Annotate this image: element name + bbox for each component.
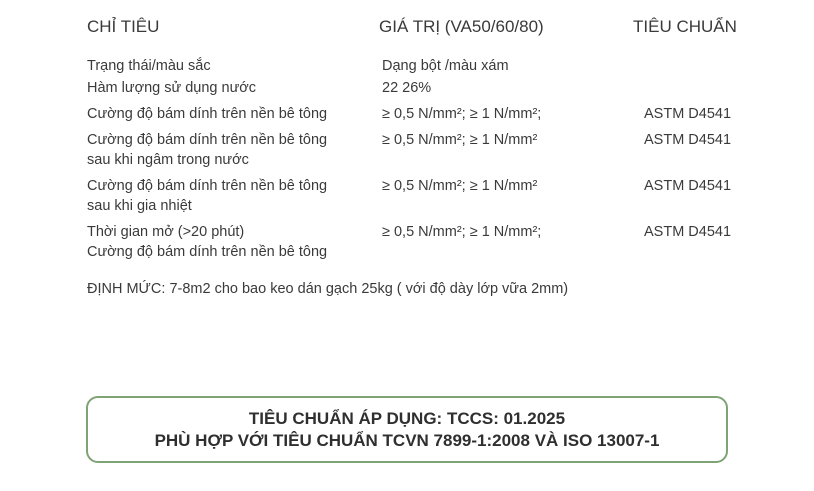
row-4-value: ≥ 0,5 N/mm²; ≥ 1 N/mm² xyxy=(382,178,538,194)
row-1-value: 22 26% xyxy=(382,80,432,96)
row-0-criterion: Trạng thái/màu sắc xyxy=(87,58,211,74)
row-4-standard: ASTM D4541 xyxy=(644,178,732,194)
row-3-standard: ASTM D4541 xyxy=(644,132,732,148)
row-3-criterion-line1: Cường độ bám dính trên nền bê tông xyxy=(87,132,328,148)
row-5-criterion-line2: Cường độ bám dính trên nền bê tông xyxy=(87,244,328,260)
row-5-standard: ASTM D4541 xyxy=(644,224,732,240)
standard-line-1: TIÊU CHUẨN ÁP DỤNG: TCCS: 01.2025 xyxy=(248,409,566,428)
header-tieu-chuan: TIÊU CHUẨN xyxy=(633,17,737,36)
row-2-standard: ASTM D4541 xyxy=(644,106,732,122)
row-5-value: ≥ 0,5 N/mm²; ≥ 1 N/mm²; xyxy=(382,224,542,240)
standard-box xyxy=(86,396,728,463)
row-2-criterion: Cường độ bám dính trên nền bê tông xyxy=(87,106,328,122)
row-1-criterion: Hàm lượng sử dụng nước xyxy=(87,80,257,96)
header-gia-tri: GIÁ TRỊ (VA50/60/80) xyxy=(379,17,544,36)
row-3-value: ≥ 0,5 N/mm²; ≥ 1 N/mm² xyxy=(382,132,538,148)
standard-line-2: PHÙ HỢP VỚI TIÊU CHUẨN TCVN 7899-1:2008 VÀ ISO 13007-1 xyxy=(154,431,660,450)
header-chi-tieu: CHỈ TIÊU xyxy=(87,17,160,36)
row-5-criterion-line1: Thời gian mở (>20 phút) xyxy=(87,224,245,240)
row-4-criterion-line2: sau khi gia nhiệt xyxy=(87,198,192,214)
row-4-criterion-line1: Cường độ bám dính trên nền bê tông xyxy=(87,178,328,194)
row-3-criterion-line2: sau khi ngâm trong nước xyxy=(87,152,249,168)
row-0-value: Dạng bột /màu xám xyxy=(382,58,509,74)
norm-text: ĐỊNH MỨC: 7-8m2 cho bao keo dán gạch 25kg ( với độ dày lớp vữa 2mm) xyxy=(87,281,569,297)
row-2-value: ≥ 0,5 N/mm²; ≥ 1 N/mm²; xyxy=(382,106,542,122)
